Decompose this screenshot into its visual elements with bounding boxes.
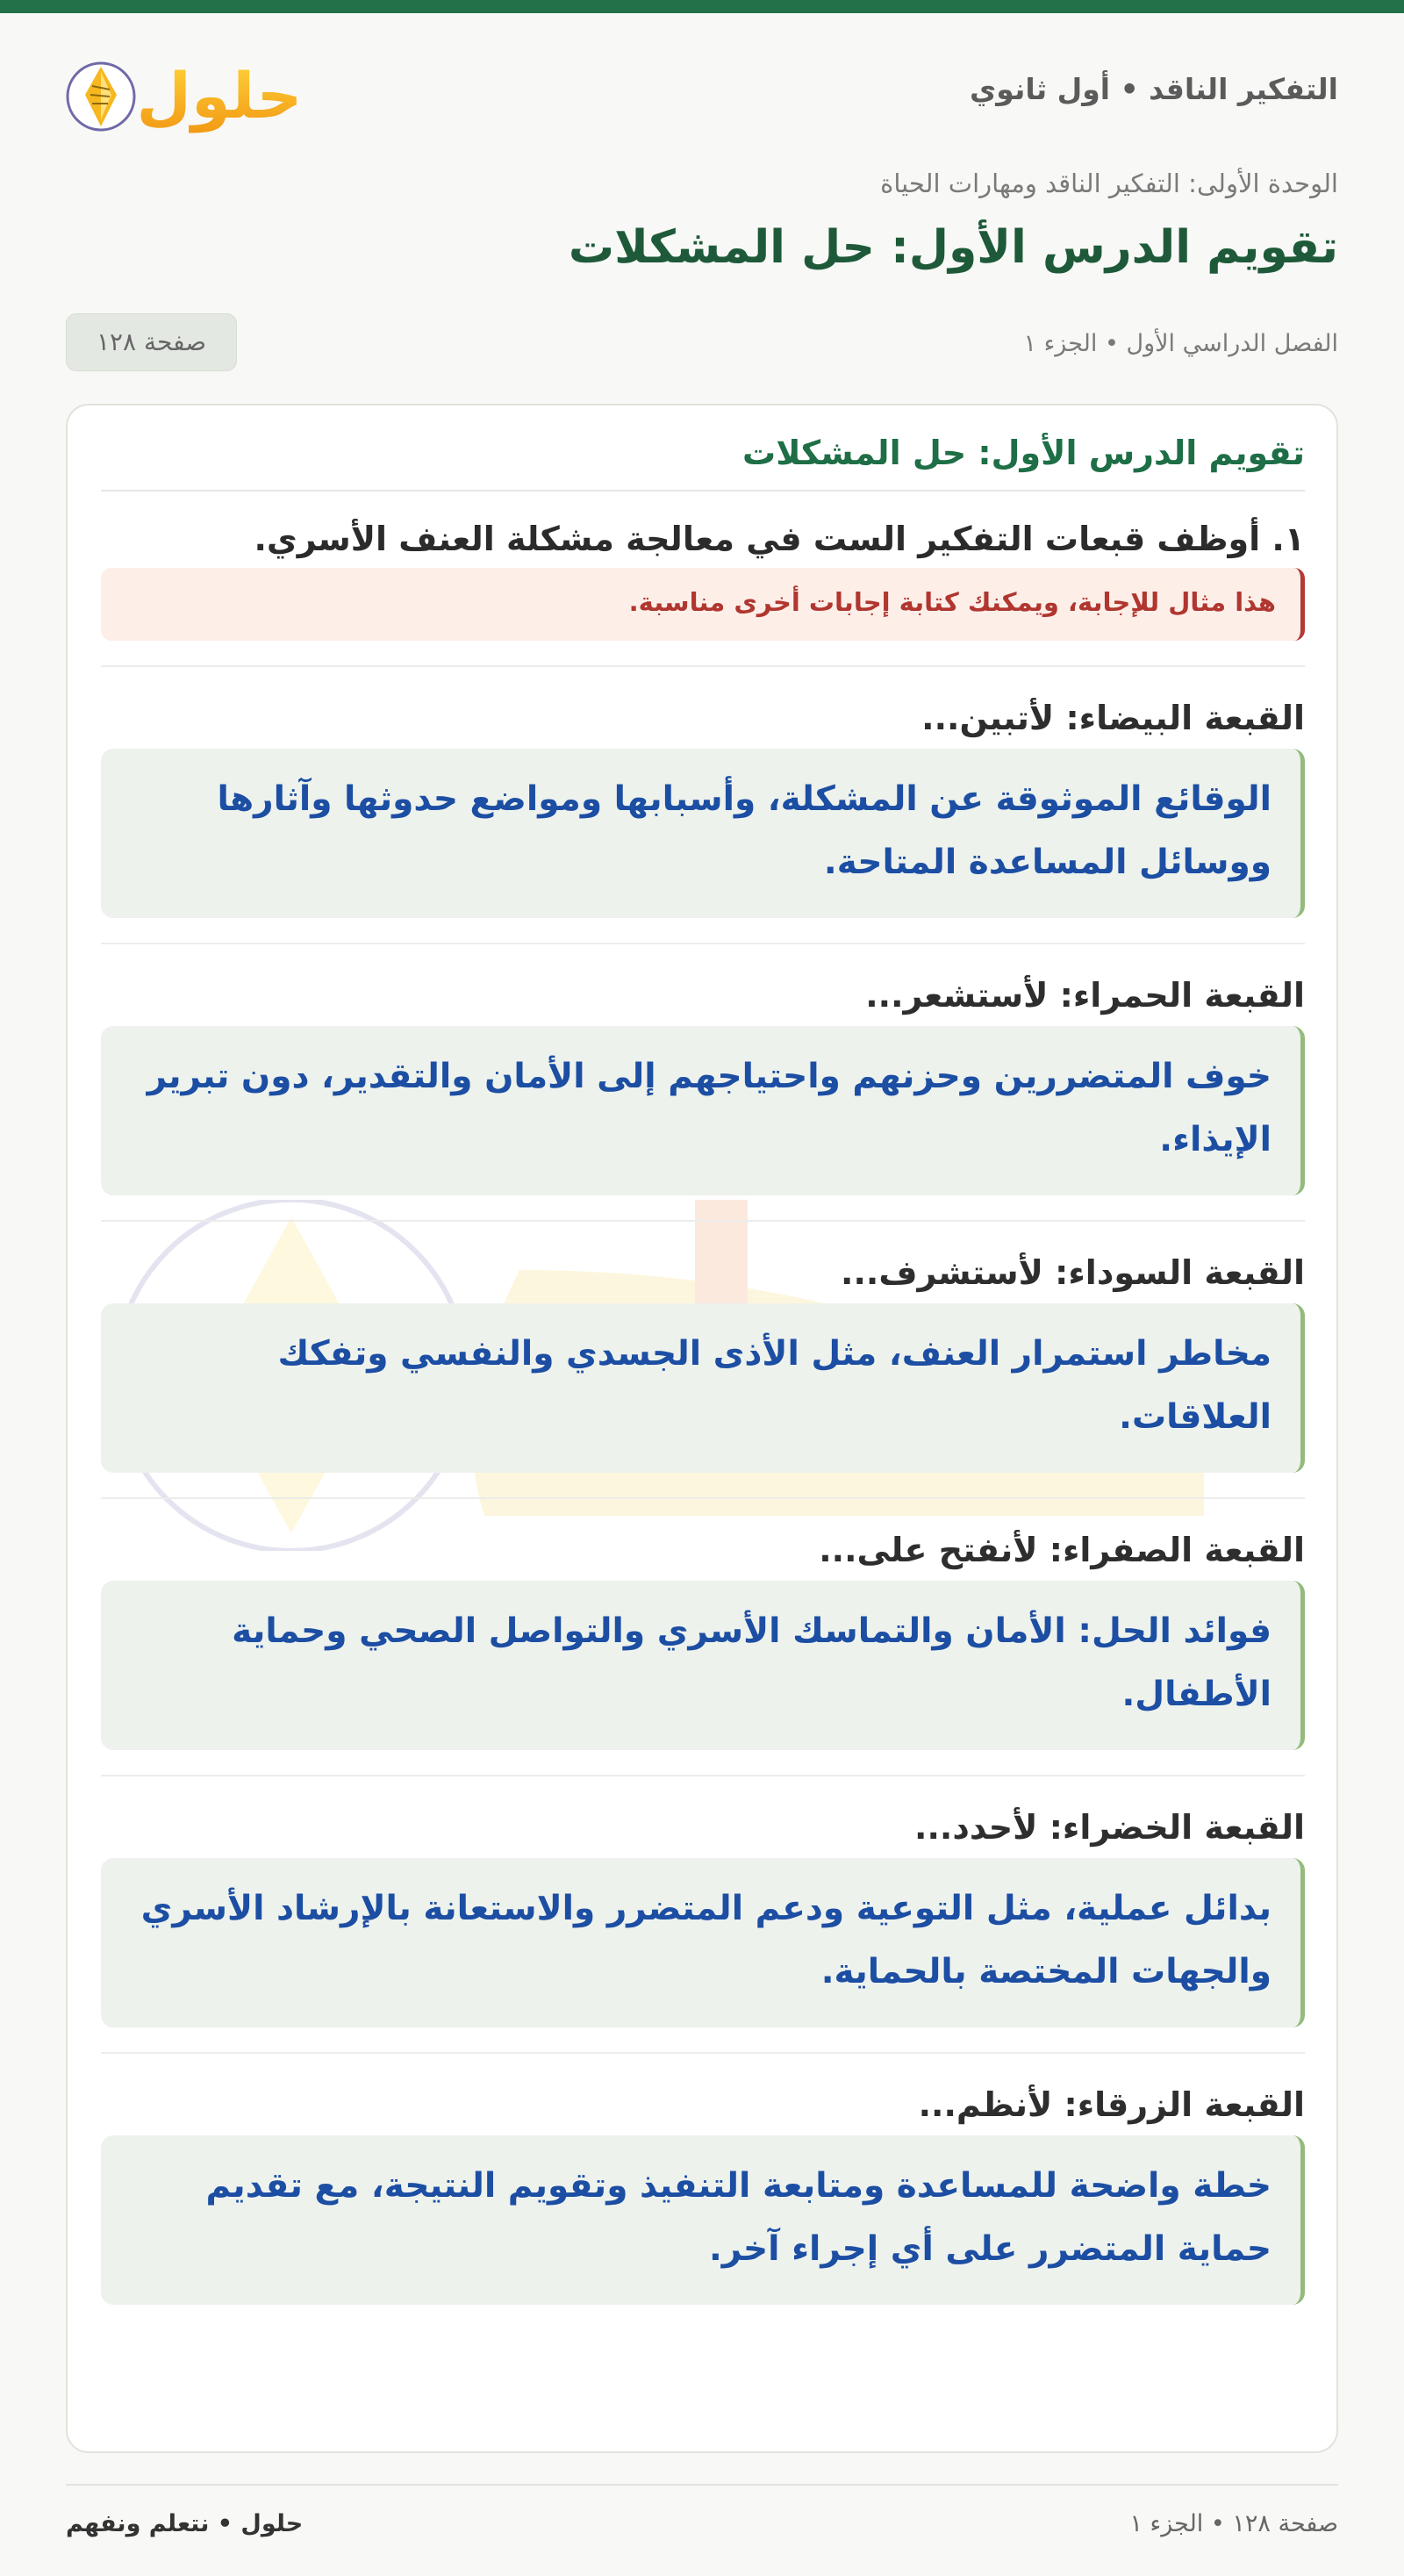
page-header	[66, 46, 1338, 142]
hat-answer: الوقائع الموثوقة عن المشكلة، وأسبابها ومواضع حدوثها وآثارها ووسائل المساعدة المتاحة.	[101, 749, 1305, 918]
hulul-logo-icon	[66, 46, 303, 142]
hat-answer: مخاطر استمرار العنف، مثل الأذى الجسدي والنفسي وتفكك العلاقات.	[101, 1303, 1305, 1473]
hulul-logo[interactable]	[66, 46, 303, 142]
subject-label: التفكير الناقد • أول ثانوي	[970, 72, 1338, 106]
hat-answer: بدائل عملية، مثل التوعية ودعم المتضرر والاستعانة بالإرشاد الأسري والجهات المختصة بالحماية.	[101, 1858, 1305, 2027]
card-title: تقويم الدرس الأول: حل المشكلات	[101, 405, 1305, 492]
hat-section-red	[101, 943, 1305, 1195]
hat-title: القبعة البيضاء: لأتبين...	[921, 699, 1305, 737]
question-text: ١. أوظف قبعات التفكير الست في معالجة مشكلة العنف الأسري.	[254, 520, 1305, 558]
hat-title: القبعة الصفراء: لأنفتح على...	[819, 1531, 1305, 1569]
example-answer-note: هذا مثال للإجابة، ويمكنك كتابة إجابات أخرى مناسبة.	[101, 568, 1305, 641]
hat-answer: خطة واضحة للمساعدة ومتابعة التنفيذ وتقويم النتيجة، مع تقديم حماية المتضرر على أي إجراء آخر.	[101, 2135, 1305, 2305]
hat-section-white	[101, 665, 1305, 918]
hat-title: القبعة الزرقاء: لأنظم...	[918, 2085, 1305, 2124]
hat-section-green	[101, 1775, 1305, 2027]
page-title: تقويم الدرس الأول: حل المشكلات	[568, 221, 1338, 274]
hat-section-blue	[101, 2052, 1305, 2305]
logo-text: حلول	[136, 59, 303, 133]
hat-section-yellow	[101, 1497, 1305, 1750]
hat-title: القبعة السوداء: لأستشرف...	[841, 1253, 1305, 1292]
unit-label: الوحدة الأولى: التفكير الناقد ومهارات الحياة	[880, 169, 1338, 198]
page-number-badge: صفحة ١٢٨	[66, 313, 237, 371]
hat-title: القبعة الحمراء: لأستشعر...	[865, 976, 1305, 1015]
footer-brand: حلول • نتعلم ونفهم	[66, 2510, 304, 2537]
lesson-assessment-card	[66, 404, 1338, 2453]
top-accent-bar	[0, 0, 1404, 13]
term-label: الفصل الدراسي الأول • الجزء ١	[1023, 330, 1338, 357]
hat-title: القبعة الخضراء: لأحدد...	[914, 1808, 1305, 1847]
footer-page-info: صفحة ١٢٨ • الجزء ١	[1129, 2510, 1338, 2537]
footer-divider	[66, 2484, 1338, 2486]
hat-section-black	[101, 1220, 1305, 1473]
hat-answer: فوائد الحل: الأمان والتماسك الأسري والتواصل الصحي وحماية الأطفال.	[101, 1581, 1305, 1750]
hat-answer: خوف المتضررين وحزنهم واحتياجهم إلى الأمان والتقدير، دون تبرير الإيذاء.	[101, 1026, 1305, 1195]
